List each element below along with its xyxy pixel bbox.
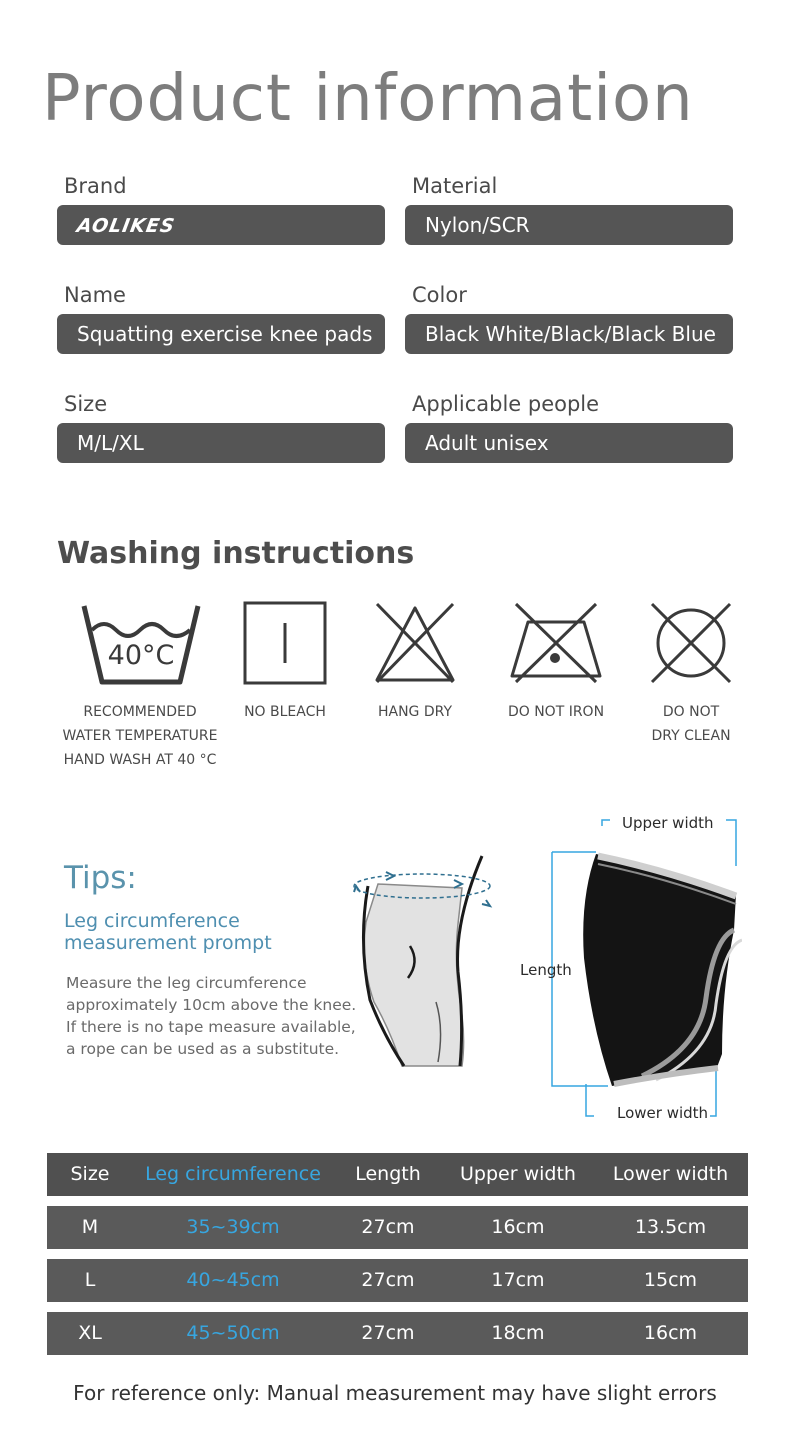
wash-text-do-not-iron: DO NOT IRON (507, 704, 605, 720)
table-cell-upper-width: 17cm (491, 1269, 545, 1291)
wash-text-hang-dry: HANG DRY (377, 704, 453, 720)
table-header-upper-width: Upper width (460, 1163, 576, 1185)
sleeve-dimension-illustration (546, 818, 742, 1122)
field-value-brand (57, 205, 385, 245)
washing-title: Washing instructions (57, 536, 415, 571)
do-not-iron-icon (508, 600, 604, 684)
field-value-color: Black White/Black/Black Blue (405, 314, 733, 354)
table-cell-size: L (84, 1269, 96, 1291)
table-cell-upper-width: 18cm (491, 1322, 545, 1344)
field-value-name: Squatting exercise knee pads (57, 314, 385, 354)
tips-title: Tips: (64, 860, 137, 896)
table-cell-length: 27cm (361, 1269, 415, 1291)
tips-body: Measure the leg circumference approximately 10cm above the knee. If there is no tape measure available, a rope can be used as a substitute. (66, 974, 357, 1058)
wash-temp-label: 40°C (107, 640, 175, 671)
table-cell-length: 27cm (361, 1322, 415, 1344)
table-cell-length: 27cm (361, 1216, 415, 1238)
field-value-size: M/L/XL (57, 423, 385, 463)
brand-logo: AOLIKES (75, 215, 177, 237)
table-row (47, 1206, 748, 1249)
footnote: For reference only: Manual measurement may have slight errors (73, 1381, 717, 1405)
field-label-size: Size (64, 392, 108, 416)
dim-label-upper-width: Upper width (622, 814, 714, 832)
wash-text-no-bleach: NO BLEACH (244, 704, 326, 720)
table-cell-leg-circumference: 40~45cm (186, 1269, 280, 1291)
do-not-dry-clean-icon (648, 600, 734, 686)
table-row (47, 1312, 748, 1355)
table-cell-lower-width: 13.5cm (634, 1216, 707, 1238)
field-value-material: Nylon/SCR (405, 205, 733, 245)
dim-label-lower-width: Lower width (617, 1104, 709, 1122)
table-cell-size: XL (78, 1322, 102, 1344)
dim-label-length: Length (520, 961, 572, 979)
table-header-size: Size (70, 1163, 110, 1185)
table-header-length: Length (355, 1163, 421, 1185)
size-table-header (47, 1153, 748, 1196)
field-value-people: Adult unisex (405, 423, 733, 463)
table-cell-size: M (81, 1216, 99, 1238)
no-bleach-icon (243, 601, 327, 685)
table-cell-leg-circumference: 45~50cm (186, 1322, 280, 1344)
table-header-leg-circumference: Leg circumference (145, 1163, 321, 1185)
field-label-material: Material (412, 174, 498, 198)
hand-wash-40-icon (80, 600, 202, 688)
table-header-lower-width: Lower width (612, 1163, 729, 1185)
table-cell-lower-width: 16cm (643, 1322, 698, 1344)
page-title: Product information (42, 62, 694, 136)
wash-text-hand-wash: RECOMMENDED WATER TEMPERATURE HAND WASH AT 40 °C (62, 704, 218, 768)
knee-measure-illustration (350, 852, 500, 1068)
field-label-brand: Brand (64, 174, 127, 198)
table-row (47, 1259, 748, 1302)
table-cell-lower-width: 15cm (643, 1269, 698, 1291)
table-cell-leg-circumference: 35~39cm (186, 1216, 280, 1238)
field-label-name: Name (64, 283, 126, 307)
table-cell-upper-width: 16cm (491, 1216, 545, 1238)
hang-dry-icon (373, 600, 457, 684)
tips-subtitle: Leg circumference measurement prompt (64, 910, 272, 954)
field-label-people: Applicable people (412, 392, 600, 416)
wash-text-do-not-dry-clean: DO NOT DRY CLEAN (651, 704, 731, 744)
field-label-color: Color (412, 283, 467, 307)
